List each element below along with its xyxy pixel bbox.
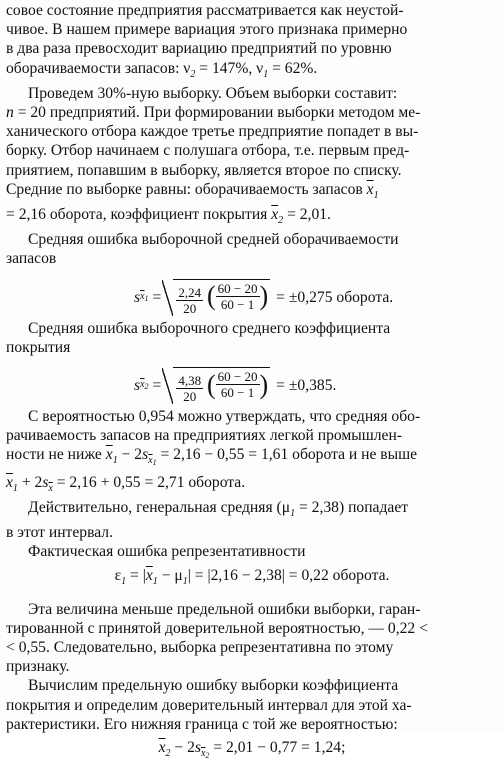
equation-representativeness-error: $\varepsilon_1 = |\overline{x}_1 - \mu_1| = |2,16 - 2,38| = 0,22$ оборота. bbox=[114, 567, 390, 588]
text-line: тированной с принятой доверительной вероятностью, — 0,22 < bbox=[6, 619, 428, 637]
text-line: оборачиваемости запасов: $\nu_2 = 147\%$, $\nu_1 = 62\%$. bbox=[6, 59, 318, 80]
text-line: покрытия bbox=[6, 338, 71, 356]
text-line: борку. Отбор начинаем с полушага отбора, т.е. первым пред- bbox=[6, 142, 410, 160]
text-line: Эта величина меньше предельной ошибки выборки, гаран- bbox=[28, 600, 421, 618]
text-line: Средние по выборке равны: оборачиваемость запасов $\overline{x}_1$ bbox=[6, 180, 379, 201]
text-line: $\overline{x}_1 + 2s_{\overline{x}} = 2,16 + 0,55 = 2,71$ оборота. bbox=[6, 473, 246, 494]
text-line: Действительно, генеральная средняя $(\mu_1 = 2,38)$ попадает bbox=[28, 498, 409, 519]
text-line: Проведем 30%-ную выборку. Объем выборки составит: bbox=[28, 84, 398, 102]
equation-lower-bound: $\overline{x}_2 - 2s_{\overline{x}_2} = 2,01 - 0,77 = 1,24$; bbox=[158, 739, 346, 761]
text-line: n = 20 предприятий. При формировании выборки методом ме- bbox=[6, 104, 421, 122]
text-line: ности не ниже $\overline{x}_1 - 2s_{\overline{x}_1} = 2,16 - 0,55 = 1,61$ оборота и не выше bbox=[6, 446, 418, 468]
text-line: признаку. bbox=[6, 658, 70, 676]
text-line: Вычислим предельную ошибку выборки коэффициента bbox=[28, 677, 399, 695]
text-line: Средняя ошибка выборочного среднего коэффициента bbox=[28, 319, 391, 337]
square-root: $\frac{2,24}{20}$ ( $\frac{60 - 20}{60 - 1}$ ) bbox=[173, 279, 270, 316]
text-line: рактеристики. Его нижняя граница с той же вероятностью: bbox=[6, 715, 398, 733]
equation-sampling-error-2: s $\overline{x}_2$ = $\frac{4,38}{20}$ ( $\frac{60 - 20}{60 - 1}$ ) = ±0,385. bbox=[134, 368, 337, 405]
text-line: = 2,16 оборота, коэффициент покрытия $\overline{x}_2 = 2,01$. bbox=[6, 206, 331, 227]
text-line: Средняя ошибка выборочной средней оборачиваемости bbox=[28, 231, 399, 249]
text-line: ханического отбора каждое третье предприятие попадет в вы- bbox=[6, 123, 419, 141]
text-line: запасов bbox=[6, 250, 57, 268]
text-line: < 0,55. Следовательно, выборка репрезентативна по этому bbox=[6, 639, 394, 657]
text-line: совое состояние предприятия рассматривается как неустой- bbox=[6, 2, 404, 19]
text-line: в два раза превосходит вариацию предприятий по уровню bbox=[6, 40, 392, 58]
text-line: приятием, попавшим в выборку, является второе по списку. bbox=[6, 161, 402, 179]
text-line: С вероятностью 0,954 можно утверждать, что средняя обо- bbox=[28, 408, 421, 426]
equation-sampling-error-1: s $\overline{x}_1$ = $\frac{2,24}{20}$ ( $\frac{60 - 20}{60 - 1}$ ) = ±0,275 оборота. bbox=[134, 280, 394, 317]
square-root: $\frac{4,38}{20}$ ( $\frac{60 - 20}{60 - 1}$ ) bbox=[173, 367, 270, 404]
text-line: чивое. В нашем примере вариация этого признака примерно bbox=[6, 21, 408, 39]
text-line: в этот интервал. bbox=[6, 524, 113, 542]
text-line: рачиваемость запасов на предприятиях легкой промышлен- bbox=[6, 427, 403, 445]
text-line: Фактическая ошибка репрезентативности bbox=[28, 543, 306, 561]
text-line: покрытия и определим доверительный интервал для этой ха- bbox=[6, 696, 412, 714]
